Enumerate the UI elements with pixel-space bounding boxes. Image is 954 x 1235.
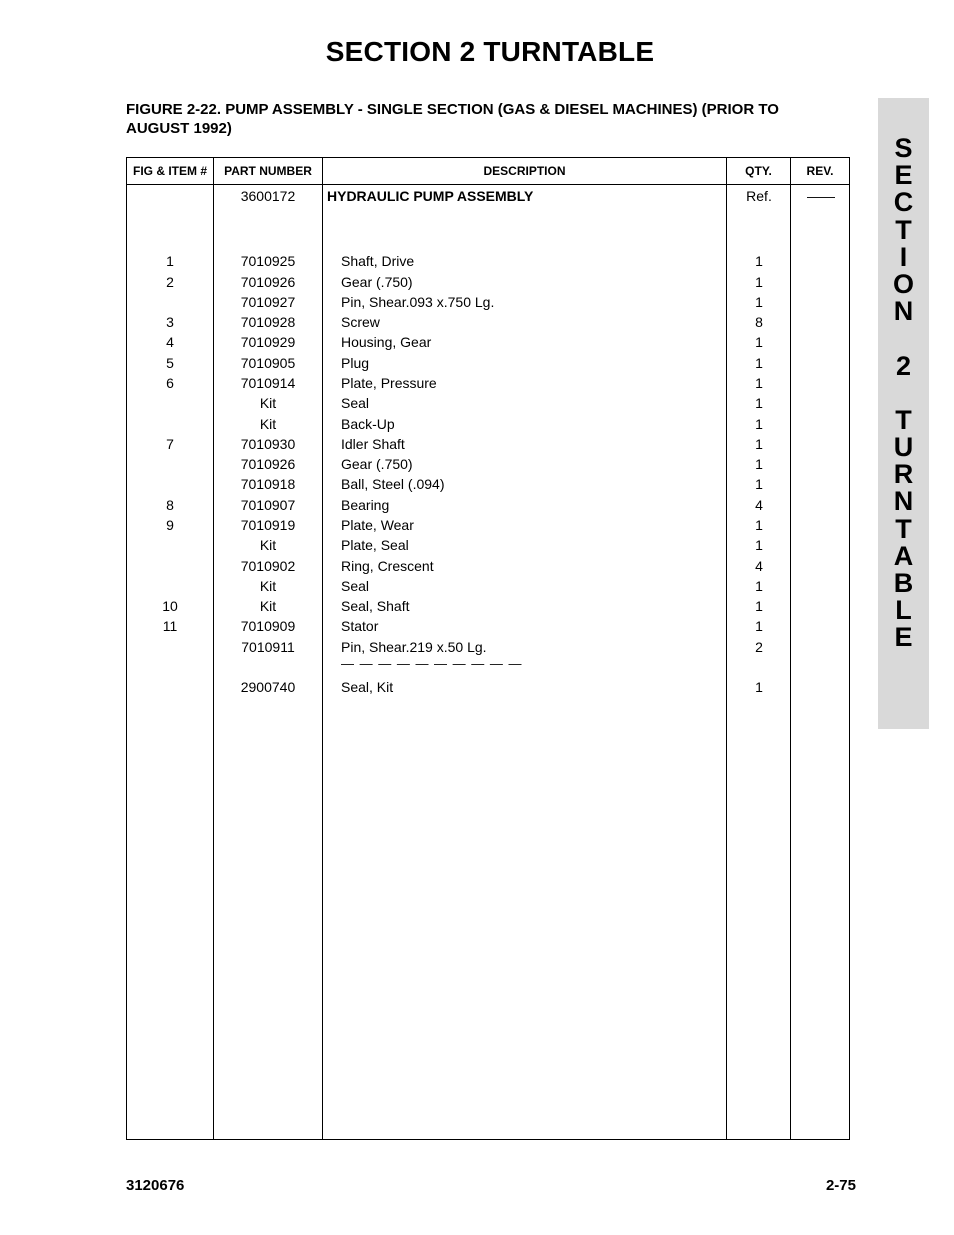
table-row: [127, 576, 849, 596]
cell-description: HYDRAULIC PUMP ASSEMBLY: [327, 188, 534, 204]
cell-qty: 1: [755, 456, 763, 472]
cell-description: Seal, Kit: [341, 679, 394, 695]
table-row: [127, 414, 849, 434]
cell-part-number: Kit: [259, 578, 277, 594]
figure-title: FIGURE 2-22. PUMP ASSEMBLY - SINGLE SECTION (GAS & DIESEL MACHINES) (PRIOR TO AUGUST 1992): [126, 101, 779, 137]
section-title: SECTION 2 TURNTABLE: [325, 36, 655, 67]
cell-description: Plate, Pressure: [341, 375, 437, 391]
table-row: [127, 515, 849, 535]
cell-description: Shaft, Drive: [341, 253, 415, 269]
cell-part-number: 7010911: [241, 638, 295, 655]
cell-part-number: Kit: [259, 395, 277, 411]
cell-qty: 1: [755, 618, 763, 634]
table-row: [127, 292, 849, 312]
cell-description: Seal: [341, 578, 370, 594]
cell-description: Plug: [341, 354, 370, 371]
table-row: [127, 434, 849, 454]
table-row: [127, 556, 849, 576]
table-row: [127, 474, 849, 494]
column-header-qty: QTY.: [745, 164, 772, 178]
cell-qty: 1: [755, 273, 763, 290]
side-tab-label: [878, 135, 929, 652]
cell-part-number: 7010930: [240, 436, 296, 452]
cell-qty: 1: [755, 294, 763, 310]
cell-qty: 8: [755, 314, 763, 330]
cell-part-number: 7010926: [240, 273, 296, 290]
side-tab-letter: N: [893, 486, 914, 517]
cell-qty: 1: [755, 334, 763, 350]
cell-item: 10: [162, 598, 178, 614]
cell-description: Ring, Crescent: [341, 557, 434, 574]
side-tab-letter: N: [893, 296, 914, 327]
cell-item: 9: [166, 517, 174, 533]
column-header-part-number: PART NUMBER: [224, 164, 312, 178]
cell-part-number: 7010914: [240, 375, 296, 391]
side-tab-letter: T: [895, 214, 912, 245]
side-tab-letter: R: [893, 459, 914, 490]
table-row: [127, 272, 849, 292]
side-tab-letter: E: [894, 160, 913, 191]
side-tab-letter: [878, 325, 929, 352]
table-row: [127, 393, 849, 413]
cell-qty: Ref.: [746, 188, 772, 204]
cell-part-number: 7010929: [240, 334, 296, 350]
cell-item: 8: [166, 496, 174, 513]
side-tab-letter: S: [894, 133, 913, 163]
cell-description: Ball, Steel (.094): [341, 476, 445, 492]
cell-description: Pin, Shear.219 x.50 Lg.: [341, 638, 487, 655]
cell-item: 4: [166, 334, 174, 350]
cell-qty: 1: [755, 537, 763, 553]
table-row: [127, 332, 849, 352]
side-tab-letter: I: [899, 241, 908, 272]
table-row: [127, 312, 849, 332]
section-side-tab: [878, 98, 929, 729]
cell-part-number: 7010919: [240, 517, 296, 533]
cell-item: 6: [166, 375, 174, 391]
cell-qty: 1: [755, 476, 763, 492]
table-row: [127, 596, 849, 616]
cell-item: 11: [162, 618, 178, 634]
cell-qty: 1: [755, 578, 763, 594]
cell-qty: 1: [755, 253, 763, 269]
column-header-description: DESCRIPTION: [483, 164, 566, 178]
side-tab-letter: U: [893, 432, 914, 463]
footer-page-number: 2-75: [825, 1177, 856, 1194]
table-row: [127, 353, 849, 373]
cell-description: Plate, Seal: [341, 537, 409, 553]
side-tab-letter: B: [893, 568, 914, 598]
side-tab-letter: T: [895, 404, 912, 435]
cell-part-number: 7010905: [240, 354, 296, 371]
column-header-item: FIG & ITEM #: [132, 164, 207, 178]
cell-qty: 1: [755, 415, 763, 432]
table-row: [127, 616, 849, 636]
cell-qty: 1: [755, 395, 763, 411]
cell-item: 3: [166, 314, 174, 330]
table-row: [127, 231, 849, 251]
cell-part-number: 7010909: [240, 618, 296, 634]
table-row: [127, 677, 849, 697]
cell-description: Gear (.750): [341, 273, 413, 290]
cell-part-number: 7010907: [240, 496, 296, 513]
cell-part-number: 2900740: [240, 679, 296, 695]
cell-description: Seal: [341, 395, 370, 411]
cell-part-number: Kit: [259, 598, 277, 614]
side-tab-letter: 2: [895, 350, 912, 381]
side-tab-letter: C: [893, 187, 914, 218]
table-row: [127, 373, 849, 393]
cell-part-number: 7010926: [240, 456, 296, 472]
cell-qty: 4: [755, 496, 763, 513]
cell-qty: 1: [755, 436, 763, 452]
cell-qty: 1: [755, 354, 763, 371]
cell-description: Plate, Wear: [341, 517, 414, 533]
table-row: [127, 495, 849, 515]
cell-item: 7: [166, 436, 174, 452]
cell-part-number: 3600172: [240, 188, 296, 204]
side-tab-letter: E: [894, 622, 913, 653]
cell-description: Back-Up: [341, 415, 395, 432]
cell-item: 1: [166, 253, 174, 269]
cell-description: Idler Shaft: [341, 436, 405, 452]
cell-description: Gear (.750): [341, 456, 413, 472]
side-tab-letter: T: [895, 513, 912, 544]
cell-part-number: 7010925: [240, 253, 296, 269]
table-row: [127, 186, 849, 206]
side-tab-letter: A: [893, 540, 914, 571]
side-tab-letter: L: [895, 595, 912, 626]
cell-description: Housing, Gear: [341, 334, 432, 350]
cell-description: Stator: [341, 618, 379, 634]
cell-item: 5: [166, 354, 174, 371]
cell-part-number: 7010927: [240, 294, 296, 310]
cell-qty: 1: [755, 679, 763, 695]
cell-part-number: 7010902: [240, 557, 296, 574]
cell-description: Bearing: [341, 496, 390, 513]
cell-description: Seal, Shaft: [341, 598, 410, 614]
cell-qty: 1: [755, 598, 763, 614]
cell-qty: 1: [755, 517, 763, 533]
cell-description: Pin, Shear.093 x.750 Lg.: [341, 294, 495, 310]
cell-part-number: Kit: [259, 537, 277, 553]
header-divider: [127, 184, 849, 185]
table-row: [127, 454, 849, 474]
table-row: [127, 251, 849, 271]
cell-item: 2: [166, 273, 174, 290]
table-row: [127, 535, 849, 555]
cell-part-number: Kit: [259, 415, 277, 432]
cell-qty: 2: [755, 638, 763, 655]
cell-qty: 1: [755, 375, 763, 391]
side-tab-letter: [878, 380, 929, 407]
cell-part-number: 7010928: [240, 314, 296, 330]
cell-rev: ——: [807, 188, 835, 204]
column-header-rev: REV.: [806, 164, 834, 178]
footer-doc-number: 3120676: [126, 1177, 185, 1194]
cell-description: Screw: [341, 314, 380, 330]
cell-description: — — — — — — — — — —: [341, 656, 523, 671]
table-row: [127, 654, 849, 674]
cell-part-number: 7010918: [240, 476, 296, 492]
parts-table: [126, 157, 850, 1140]
cell-qty: 4: [755, 557, 763, 574]
side-tab-letter: O: [892, 268, 914, 299]
